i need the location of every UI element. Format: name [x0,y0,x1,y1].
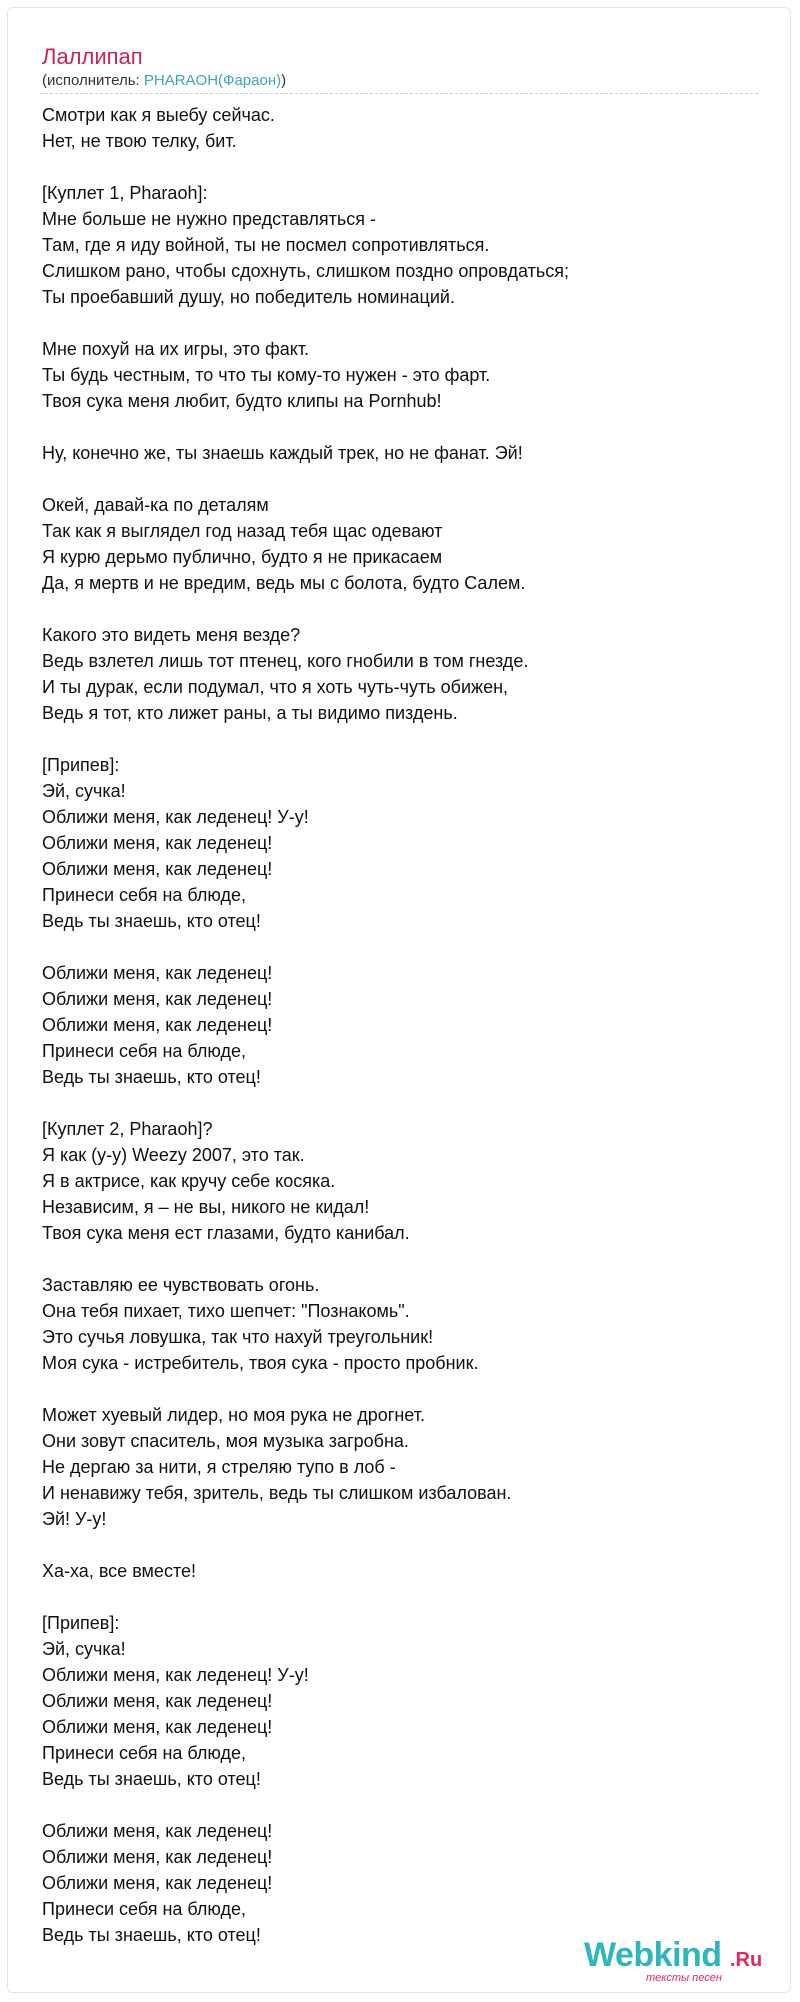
lyric-line: Оближи меня, как леденец! [42,833,273,853]
lyric-line: [Куплет 1, Pharaoh]: [42,183,208,203]
lyric-line: Независим, я – не вы, никого не кидал! [42,1197,370,1217]
logo-tagline: тексты песен [646,1972,722,1984]
lyric-blank-line [42,414,762,440]
artist-link[interactable]: PHARAOH(Фараон) [143,72,282,89]
lyric-line: И ты дурак, если подумал, что я хоть чуть-чуть обижен, [42,677,509,697]
lyric-line: Твоя сука меня ест глазами, будто канибал. [42,1223,410,1243]
lyric-line: [Куплет 2, Pharaoh]? [42,1119,213,1139]
lyric-line: Не дергаю за нити, я стреляю тупо в лоб - [42,1457,396,1477]
lyric-line: Оближи меня, как леденец! [42,1691,273,1711]
lyric-line: Ведь ты знаешь, кто отец! [42,1769,261,1789]
lyric-line: Я курю дерьмо публично, будто я не прикасаем [42,547,443,567]
lyric-line: Я как (у-у) Weezy 2007, это так. [42,1145,305,1165]
lyric-line: Там, где я иду войной, ты не посмел сопротивляться. [42,235,490,255]
lyric-line: Оближи меня, как леденец! У-у! [42,1665,309,1685]
lyric-line: Оближи меня, как леденец! [42,989,273,1009]
lyric-line: Оближи меня, как леденец! [42,963,273,983]
logo-tld: .Ru [730,1949,763,1971]
lyric-blank-line [42,1090,762,1116]
lyric-line: Оближи меня, как леденец! [42,1847,273,1867]
lyric-line: Ведь ты знаешь, кто отец! [42,1925,261,1945]
lyric-blank-line [42,934,762,960]
lyric-line: Ведь ты знаешь, кто отец! [42,1067,261,1087]
lyric-line: Ведь взлетел лишь тот птенец, кого гнобили в том гнезде. [42,651,529,671]
lyric-line: Да, я мертв и не вредим, ведь мы с болота, будто Салем. [42,573,526,593]
lyric-line: Мне больше не нужно представляться - [42,209,376,229]
lyric-line: Ха-ха, все вместе! [42,1561,196,1581]
lyric-line: Оближи меня, как леденец! [42,1717,273,1737]
lyric-line: Оближи меня, как леденец! [42,859,273,879]
lyric-line: Принеси себя на блюде, [42,1041,247,1061]
lyric-line: Может хуевый лидер, но моя рука не дрогнет. [42,1405,425,1425]
lyric-line: Слишком рано, чтобы сдохнуть, слишком поздно опровдаться; [42,261,569,281]
lyric-line: Оближи меня, как леденец! [42,1873,273,1893]
lyric-line: Моя сука - истребитель, твоя сука - просто пробник. [42,1353,479,1373]
lyric-line: Ты будь честным, то что ты кому-то нужен - это фарт. [42,365,491,385]
lyric-line: Мне похуй на их игры, это факт. [42,339,310,359]
lyric-line: Это сучья ловушка, так что нахуй треугольник! [42,1327,434,1347]
lyric-line: Оближи меня, как леденец! [42,1821,273,1841]
lyric-line: Принеси себя на блюде, [42,1899,247,1919]
lyric-line: Эй! У-у! [42,1509,107,1529]
lyric-line: Нет, не твою телку, бит. [42,131,237,151]
lyric-blank-line [42,310,762,336]
lyric-line: И ненавижу тебя, зритель, ведь ты слишком избалован. [42,1483,512,1503]
lyric-line: Оближи меня, как леденец! [42,1015,273,1035]
lyric-line: Смотри как я выебу сейчас. [42,105,275,125]
lyric-line: Я в актрисе, как кручу себе косяка. [42,1171,336,1191]
lyrics-block [42,102,762,1948]
artist-suffix: ) [281,72,287,89]
lyric-line: Принеси себя на блюде, [42,885,247,905]
lyric-blank-line [42,596,762,622]
lyric-line: Твоя сука меня любит, будто клипы на Pornhub! [42,391,442,411]
lyric-line: Эй, сучка! [42,1639,126,1659]
lyric-line: Она тебя пихает, тихо шепчет: "Познакомь". [42,1301,410,1321]
lyric-line: Они зовут спаситель, моя музыка загробна. [42,1431,409,1451]
lyric-blank-line [42,1246,762,1272]
lyric-line: Заставляю ее чувствовать огонь. [42,1275,320,1295]
lyric-line: [Припев]: [42,755,120,775]
lyric-line: Эй, сучка! [42,781,126,801]
lyric-blank-line [42,726,762,752]
lyric-line: Ведь ты знаешь, кто отец! [42,911,261,931]
lyric-line: Ведь я тот, кто лижет раны, а ты видимо пиздень. [42,703,458,723]
lyric-blank-line [42,466,762,492]
header-divider [40,93,758,94]
lyric-line: Какого это видеть меня везде? [42,625,301,645]
lyric-line: Ну, конечно же, ты знаешь каждый трек, но не фанат. Эй! [42,443,523,463]
artist-prefix: (исполнитель: [42,72,144,89]
lyric-line: Оближи меня, как леденец! У-у! [42,807,309,827]
lyric-blank-line [42,1792,762,1818]
artist-line [42,72,286,89]
lyric-blank-line [42,1532,762,1558]
lyric-line: Принеси себя на блюде, [42,1743,247,1763]
lyric-blank-line [42,154,762,180]
lyric-line: [Припев]: [42,1613,120,1633]
song-title: Лаллипап [42,44,143,69]
lyric-line: Ты проебавший душу, но победитель номинаций. [42,287,455,307]
lyric-line: Окей, давай-ка по деталям [42,495,269,515]
webkind-logo[interactable] [584,1936,774,1984]
lyric-blank-line [42,1584,762,1610]
logo-name: Webkind [584,1936,722,1974]
lyric-line: Так как я выглядел год назад тебя щас одевают [42,521,443,541]
lyric-blank-line [42,1376,762,1402]
